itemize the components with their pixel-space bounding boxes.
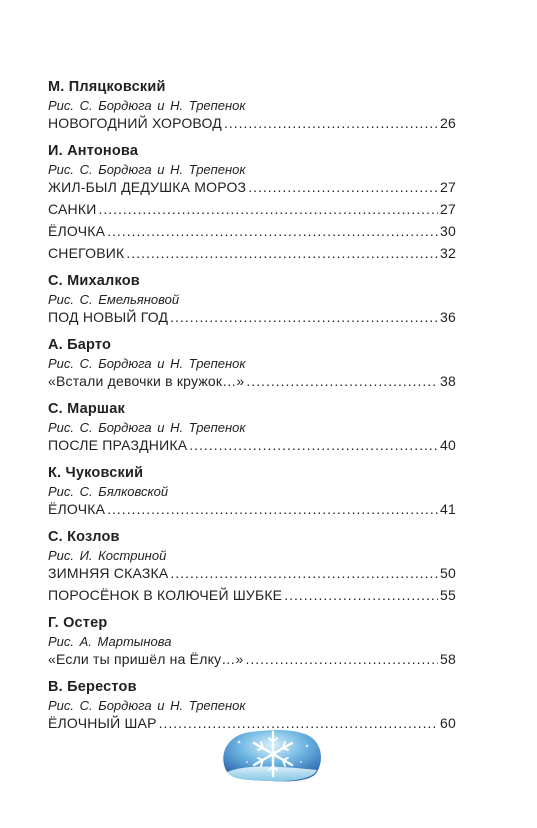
illustrator-credit: Рис. С. Бордюга и Н. Трепенок [48,356,246,371]
author-name: С. Михалков [48,273,140,289]
dot-leader [246,372,438,390]
dot-leader [224,114,438,132]
snowflake-icon [217,728,327,784]
author-name: С. Козлов [48,529,120,545]
illustrator-credit: Рис. С. Бордюга и Н. Трепенок [48,420,246,435]
entry-title: СНЕГОВИК [48,245,125,261]
toc-entry[interactable] [48,436,456,454]
entry-page: 55 [440,587,456,603]
entry-title: ЗИМНЯЯ СКАЗКА [48,565,169,581]
illustrator-credit: Рис. С. Бялковской [48,484,169,499]
entry-title: ЁЛОЧКА [48,501,106,517]
author-name: А. Барто [48,337,112,353]
toc-entry[interactable] [48,500,456,518]
entry-page: 58 [440,651,456,667]
dot-leader [284,586,438,604]
illustrator-credit: Рис. А. Мартынова [48,634,172,649]
entry-page: 32 [440,245,456,261]
illustrator-credit: Рис. С. Бордюга и Н. Трепенок [48,698,246,713]
dot-leader [170,308,438,326]
table-of-contents [48,78,456,736]
toc-entry[interactable] [48,650,456,668]
author-name: М. Пляцковский [48,79,166,95]
entry-page: 50 [440,565,456,581]
dot-leader [189,436,438,454]
author-name: В. Берестов [48,679,137,695]
entry-title: ЁЛОЧНЫЙ ШАР [48,715,157,731]
entry-page: 26 [440,115,456,131]
entry-title: НОВОГОДНИЙ ХОРОВОД [48,115,222,131]
entry-title: ПОРОСЁНОК В КОЛЮЧЕЙ ШУБКЕ [48,587,283,603]
entry-page: 36 [440,309,456,325]
dot-leader [245,650,438,668]
entry-title: «Если ты пришёл на Ёлку…» [48,651,244,667]
illustrator-credit: Рис. С. Бордюга и Н. Трепенок [48,162,246,177]
author-name: Г. Остер [48,615,108,631]
dot-leader [248,178,438,196]
dot-leader [107,500,438,518]
entry-page: 41 [440,501,456,517]
toc-entry[interactable] [48,586,456,604]
toc-entry[interactable] [48,564,456,582]
dot-leader [107,222,438,240]
entry-page: 27 [440,179,456,195]
entry-title: САНКИ [48,201,97,217]
dot-leader [98,200,438,218]
entry-page: 30 [440,223,456,239]
entry-title: ЖИЛ-БЫЛ ДЕДУШКА МОРОЗ [48,179,247,195]
entry-page: 27 [440,201,456,217]
toc-entry[interactable] [48,200,456,218]
toc-entry[interactable] [48,244,456,262]
toc-entry[interactable] [48,308,456,326]
entry-title: «Встали девочки в кружок…» [48,373,245,389]
entry-page: 38 [440,373,456,389]
entry-page: 40 [440,437,456,453]
toc-entry[interactable] [48,178,456,196]
entry-title: ПОСЛЕ ПРАЗДНИКА [48,437,188,453]
toc-entry[interactable] [48,222,456,240]
entry-page: 60 [440,715,456,731]
author-name: С. Маршак [48,401,125,417]
illustrator-credit: Рис. С. Емельяновой [48,292,180,307]
dot-leader [126,244,438,262]
illustrator-credit: Рис. С. Бордюга и Н. Трепенок [48,98,246,113]
author-name: К. Чуковский [48,465,144,481]
toc-entry[interactable] [48,372,456,390]
toc-entry[interactable] [48,114,456,132]
dot-leader [170,564,438,582]
illustrator-credit: Рис. И. Костриной [48,548,167,563]
entry-title: ЁЛОЧКА [48,223,106,239]
author-name: И. Антонова [48,143,139,159]
entry-title: ПОД НОВЫЙ ГОД [48,309,169,325]
